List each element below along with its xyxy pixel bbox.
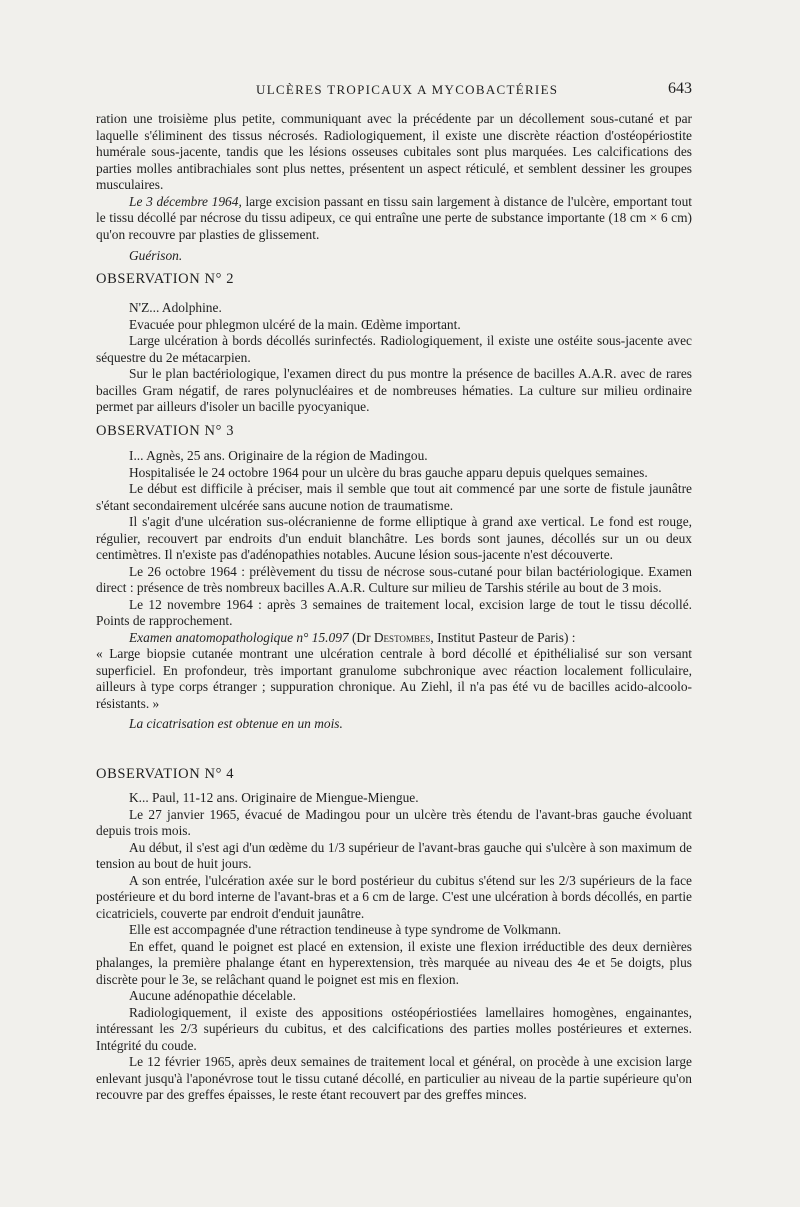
observation-3-heading-block <box>96 423 692 440</box>
intro-section <box>96 111 692 265</box>
paragraph: Le début est difficile à préciser, mais il semble que tout ait commencé par une sorte de fistule jaunâtre s'étant secondairement ulcérée sans aucune notion de traumatisme. <box>96 481 692 513</box>
paragraph-text: , Institut Pasteur de Paris) : <box>430 629 576 645</box>
quote-paragraph: « Large biopsie cutanée montrant une ulcération centrale à bord décollé et épithélialisé sur son versant superficiel. En profondeur, très important granulome subchronique avec réaction localement folliculaire, ailleurs à type corps étranger ; suppuration chronique. Au Ziehl, il n'a pas été vu de bacilles acido-alcoolo-résistants. » <box>96 646 692 711</box>
observation-2-heading-block <box>96 271 692 288</box>
outcome-text: Guérison. <box>129 248 183 263</box>
date-italic: Le 3 décembre 1964, <box>129 193 242 209</box>
paragraph: Il s'agit d'une ulcération sus-olécranienne de forme elliptique à grand axe vertical. Le fond est rouge, régulier, recouvert par endroits d'un enduit blanchâtre. Les bords sont jaunes, décollés sur un ou deux centimètres. Il n'existe pas d'adénopathies notables. Aucune lésion sous-jacente n'est découverte. <box>96 514 692 562</box>
paragraph: Hospitalisée le 24 octobre 1964 pour un ulcère du bras gauche apparu depuis quelques semaines. <box>129 464 648 480</box>
paragraph: A son entrée, l'ulcération axée sur le bord postérieur du cubitus s'étend sur les 2/3 supérieurs de la face postérieure et du bord interne de l'avant-bras et a 6 cm de large. C'est une ulcération à bords décollés, en partie cicatriciels, couverte par endroit d'enduit jaunâtre. <box>96 872 692 921</box>
paragraph: Le 26 octobre 1964 : prélèvement du tissu de nécrose sous-cutané pour bilan bactériologique. Examen direct : présence de très nombreux bacilles A.A.R. Culture sur milieu de Tarshis stérile au bout de 3 mois. <box>96 563 692 595</box>
paragraph: Elle est accompagnée d'une rétraction tendineuse à type syndrome de Volkmann. <box>129 922 562 937</box>
paragraph: Le 27 janvier 1965, évacué de Madingou pour un ulcère très étendu de l'avant-bras gauche évoluant depuis trois mois. <box>96 806 692 838</box>
paragraph-text: (Dr <box>348 629 374 645</box>
outcome-text: La cicatrisation est obtenue en un mois. <box>129 716 343 731</box>
observation-4-heading-block <box>96 766 692 783</box>
page-header <box>96 80 692 102</box>
paragraph: Radiologiquement, il existe des appositions ostéopériostiées lamellaires homogènes, engainantes, intéressant les 2/3 supérieurs du cubitus, et des calcifications des parties molles postérieures et externes. Intégrité du coude. <box>96 1004 692 1053</box>
observation-2 <box>96 300 692 416</box>
paragraph: ration une troisième plus petite, communiquant avec la précédente par un décollement sous-cutané et par laquelle s'éliminent des tissus nécrosés. Radiologiquement, il existe une discrète réaction d'ostéopériostite humérale sous-jacente, tandis que les lésions osseuses cubitales sont plus marquées. Les calcifications des parties molles antibrachiales sont plus nettes, présentent un aspect réticulé, et semblent dessiner les groupes musculaires. <box>96 111 692 192</box>
paragraph: Le 12 novembre 1964 : après 3 semaines de traitement local, excision large de tout le tissu décollé. Points de rapprochement. <box>96 596 692 628</box>
paragraph: Le 12 février 1965, après deux semaines de traitement local et général, on procède à une excision large enlevant jusqu'à l'aponévrose tout le tissu cutané décollé, en particulier au niveau de la partie supérieure qu'on recouvre par des greffes épaisses, le reste étant recouvert par des greffes minces. <box>96 1054 692 1102</box>
paragraph: Evacuée pour phlegmon ulcéré de la main. Œdème important. <box>129 316 461 332</box>
paragraph-text: large excision passant en tissu sain largement à distance de l'ulcère, emportant tout le tissu décollé par nécrose du tissu adipeux, ce qui entraîne une perte de substance importante (18 cm × 6 cm) qu'on recouvre par plasties de glissement. <box>96 193 692 242</box>
running-head: ULCÈRES TROPICAUX A MYCOBACTÉRIES <box>256 82 559 97</box>
observation-3 <box>96 448 692 733</box>
paragraph: Au début, il s'est agi d'un œdème du 1/3 supérieur de l'avant-bras gauche qui s'ulcère à son maximum de tension au bout de huit jours. <box>96 839 692 871</box>
author-name: Destombes <box>373 629 431 645</box>
paragraph <box>96 630 692 647</box>
paragraph: En effet, quand le poignet est placé en extension, il existe une flexion irréductible des deux dernières phalanges, la première phalange étant en hyperextension, très marquée au niveau des 4e et 5e doigts, plus discrète pour le 3e, se relâchant quand le poignet est mis en flexion. <box>96 938 692 987</box>
page-number: 643 <box>668 80 692 97</box>
observation-4 <box>96 790 692 1104</box>
exam-reference: Examen anatomopathologique n° 15.097 <box>129 629 349 645</box>
paragraph: Aucune adénopathie décelable. <box>129 988 296 1003</box>
section-heading: OBSERVATION N° 4 <box>96 766 235 782</box>
patient-name: N'Z... Adolphine. <box>129 300 222 315</box>
section-heading: OBSERVATION N° 3 <box>96 423 235 439</box>
patient-name: I... Agnès, 25 ans. Originaire de la région de Madingou. <box>129 448 428 463</box>
section-heading: OBSERVATION N° 2 <box>96 271 235 287</box>
paragraph: Large ulcération à bords décollés surinfectés. Radiologiquement, il existe une ostéite sous-jacente avec séquestre du 2e métacarpien. <box>96 333 692 365</box>
paragraph <box>96 194 692 244</box>
patient-name: K... Paul, 11-12 ans. Originaire de Miengue-Miengue. <box>129 790 419 805</box>
paragraph: Sur le plan bactériologique, l'examen direct du pus montre la présence de bacilles A.A.R. avec de rares bacilles Gram négatif, de rares polynucléaires et de nombreuses hématies. La culture sur milieu ordinaire permet par ailleurs d'isoler un bacille pyocyanique. <box>96 366 692 414</box>
